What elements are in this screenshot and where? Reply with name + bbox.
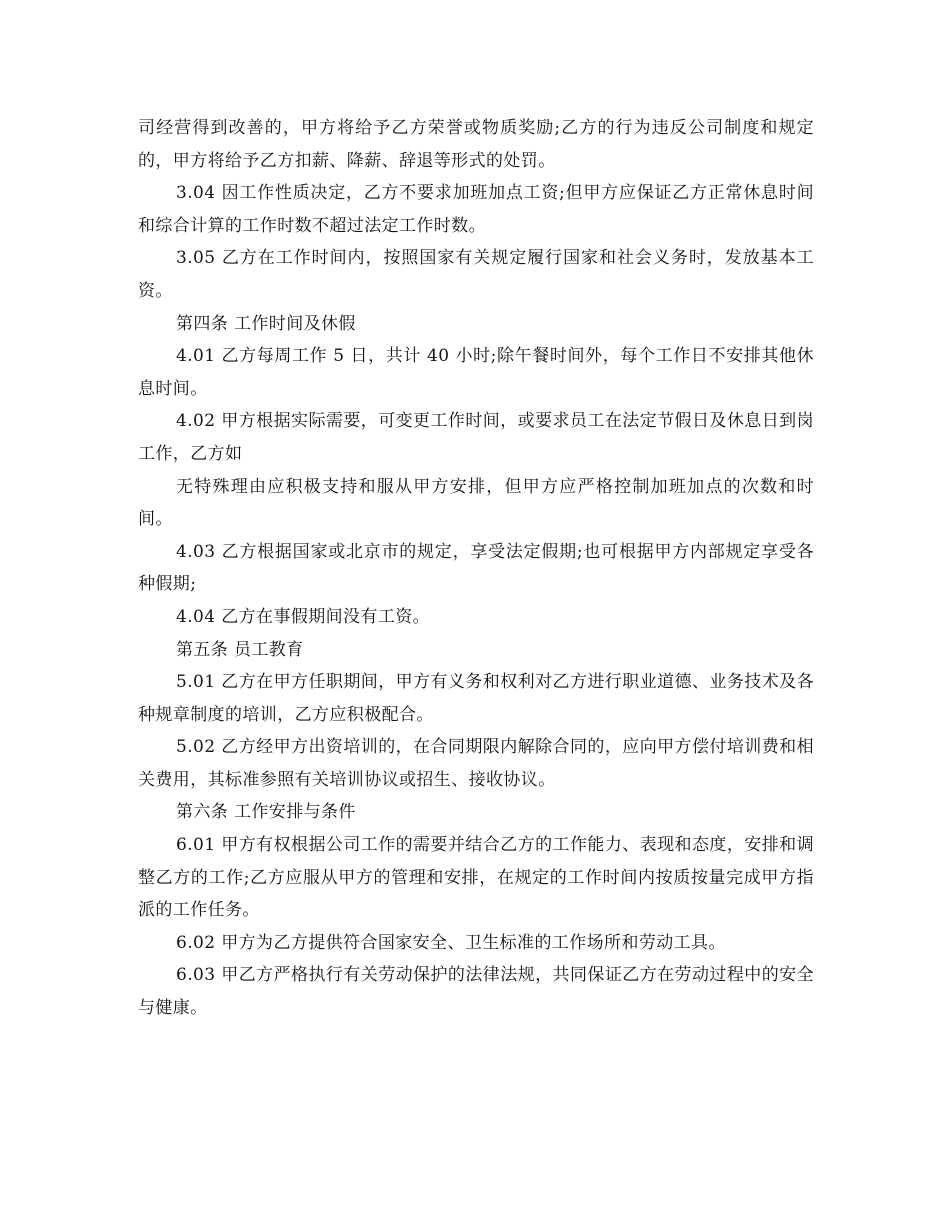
document-body — [138, 112, 814, 1025]
article-heading-5: 第五条 员工教育 — [176, 639, 304, 660]
paragraph-clause-5-01: 5.01 乙方在甲方任职期间，甲方有义务和权利对乙方进行职业道德、业务技术及各种规章制度的培训，乙方应积极配合。 — [138, 672, 814, 725]
paragraph-clause-3-04: 3.04 因工作性质决定，乙方不要求加班加点工资;但甲方应保证乙方正常休息时间和综合计算的工作时数不超过法定工作时数。 — [138, 183, 814, 236]
paragraph-clause-4-02-continued: 无特殊理由应积极支持和服从甲方安排，但甲方应严格控制加班加点的次数和时间。 — [138, 476, 814, 530]
paragraph-clause-6-03: 6.03 甲乙方严格执行有关劳动保护的法律法规，共同保证乙方在劳动过程中的安全与健康。 — [138, 965, 814, 1019]
paragraph-clause-6-02: 6.02 甲方为乙方提供符合国家安全、卫生标准的工作场所和劳动工具。 — [176, 932, 726, 953]
paragraph-clause-6-01: 6.01 甲方有权根据公司工作的需要并结合乙方的工作能力、表现和态度，安排和调整乙方的工作;乙方应服从甲方的管理和安排，在规定的工作时间内按质按量完成甲方指派的工作任务。 — [138, 835, 814, 921]
paragraph-clause-4-02: 4.02 甲方根据实际需要，可变更工作时间，或要求员工在法定节假日及休息日到岗工作，乙方如 — [138, 411, 814, 464]
paragraph-continuation: 司经营得到改善的，甲方将给予乙方荣誉或物质奖励;乙方的行为违反公司制度和规定的，甲方将给予乙方扣薪、降薪、辞退等形式的处罚。 — [138, 118, 814, 171]
paragraph-clause-4-03: 4.03 乙方根据国家或北京市的规定，享受法定假期;也可根据甲方内部规定享受各种假期; — [138, 541, 814, 595]
paragraph-clause-3-05: 3.05 乙方在工作时间内，按照国家有关规定履行国家和社会义务时，发放基本工资。 — [138, 248, 814, 301]
article-heading-4: 第四条 工作时间及休假 — [176, 313, 356, 334]
paragraph-clause-4-01: 4.01 乙方每周工作 5 日，共计 40 小时;除午餐时间外，每个工作日不安排其他休息时间。 — [138, 346, 814, 399]
article-heading-6: 第六条 工作安排与条件 — [176, 802, 356, 823]
paragraph-clause-5-02: 5.02 乙方经甲方出资培训的，在合同期限内解除合同的，应向甲方偿付培训费和相关费用，其标准参照有关培训协议或招生、接收协议。 — [138, 737, 814, 790]
paragraph-clause-4-04: 4.04 乙方在事假期间没有工资。 — [176, 606, 431, 627]
